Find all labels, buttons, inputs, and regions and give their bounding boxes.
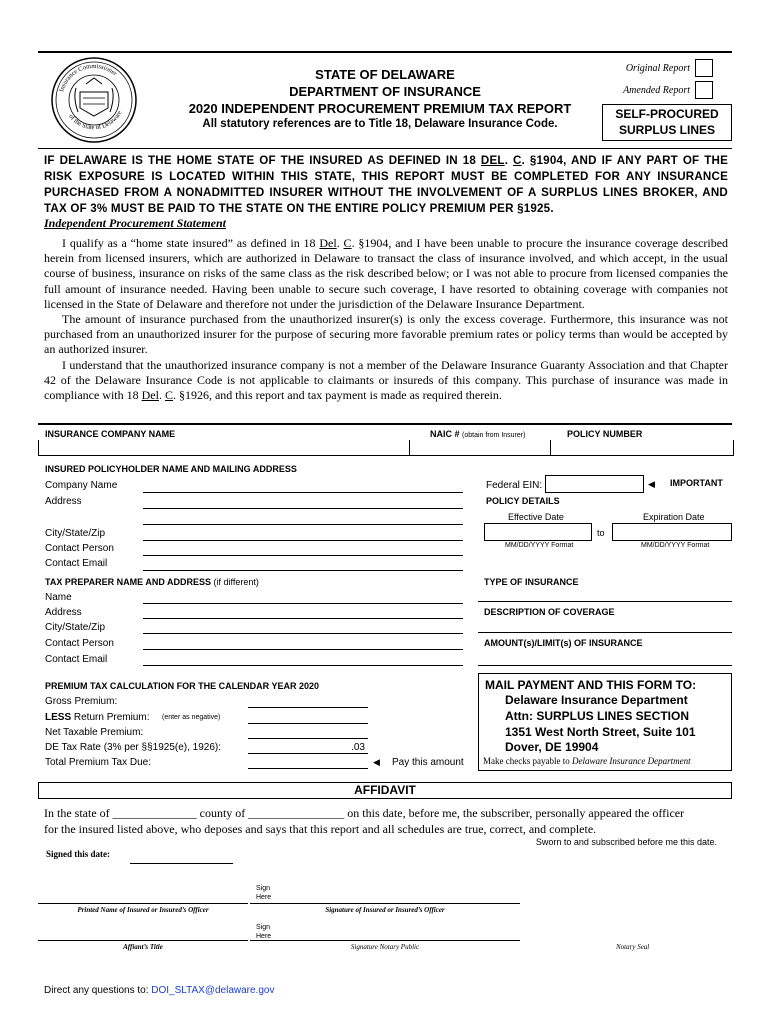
less-text: Return Premium: [71,712,150,723]
preparer-contact-input[interactable] [143,649,463,650]
insured-city-label: City/State/Zip [45,528,106,539]
pay-arrow-icon: ◀ [373,757,380,767]
warning-text [44,153,728,217]
warning-c: C [513,154,522,167]
sworn-text: Sworn to and subscribed before me this date. [535,837,717,847]
fein-label: Federal EIN: [486,480,543,491]
mail-checks-text: Make checks payable to [483,756,572,766]
amended-report-checkbox[interactable] [695,81,713,99]
insured-city-input[interactable] [143,540,463,541]
preparer-address-label: Address [45,607,82,618]
description-label: DESCRIPTION OF COVERAGE [484,607,615,617]
printed-name-label: Printed Name of Insured or Insured’s Officer [77,906,209,914]
header-title-3: 2020 INDEPENDENT PROCUREMENT PREMIUM TAX REPORT [188,101,572,116]
preparer-city-input[interactable] [143,633,463,634]
insured-address-input-2[interactable] [143,524,463,525]
report-type-line-1: SELF-PROCURED [615,107,719,121]
preparer-address-input[interactable] [143,618,463,619]
type-of-insurance-label: TYPE OF INSURANCE [484,577,579,587]
printed-name-input[interactable] [38,903,248,904]
top-rule [38,51,732,53]
preparer-heading-note: (if different) [213,577,259,587]
affiant-title-input[interactable] [38,940,248,941]
original-report-checkbox[interactable] [695,59,713,77]
insured-email-label: Contact Email [45,558,108,569]
preparer-email-label: Contact Email [45,654,108,665]
statement-p1b: . §1904, and I have been unable to procure the insurance coverage described herein from licensed insurers, which are authorized in Delaware to transact the class of insurance involved, and which accept, in the usual course of business, insurance on risks of the same class as the risk described below; or I was not able to procure from licensed companies the full amount of insurance needed. Having been unable to secure such coverage, I have resorted to obtaining coverage with companies not licensed in the State of Delaware and therefore not under the jurisdiction of the Delaware Insurance Department. [44,236,729,311]
mail-box [478,673,732,771]
preparer-name-input[interactable] [143,603,463,604]
total-tax-input[interactable] [248,768,368,769]
header-subtitle: All statutory references are to Title 18, Delaware Insurance Code. [202,118,558,130]
expiration-format-label: MM/DD/YYYY Format [641,542,710,549]
company-name-label: INSURANCE COMPANY NAME [45,429,176,439]
gross-premium-input[interactable] [248,707,368,708]
pay-this-amount-label: Pay this amount [392,757,464,768]
effective-date-input[interactable] [484,523,592,541]
sign-here-1 [256,884,271,902]
sign-here-2 [256,923,271,941]
tax-rate-value: .03 [351,742,365,753]
expiration-date-input[interactable] [612,523,732,541]
insured-address-label: Address [45,496,82,507]
important-arrow-icon: ◀ [648,479,655,489]
preparer-contact-label: Contact Person [45,638,114,649]
naic-input[interactable] [409,440,551,456]
statement-heading: Independent Procurement Statement [44,216,227,230]
seal-top-text: Insurance Commissioner [58,62,119,93]
warning-part-2: . §1904, AND IF ANY PART OF THE RISK EXPOSURE IS LOCATED WITHIN THIS STATE, THIS REPORT MUST BE COMPLETED FOR ANY INSURANCE PURCHASED FROM A NONADMITTED INSURER WITHOUT THE INVOLVEMENT OF A SURPLUS LINES BROKER, AND TAX OF 3% MUST BE PAID TO THE STATE ON THE ENTIRE POLICY PREMIUM PER §1925. [44,154,729,215]
insured-signature-input[interactable] [250,903,520,904]
insured-company-label: Company Name [45,480,118,491]
statement-p1a: I qualify as a “home state insured” as defined in 18 [62,236,320,250]
gross-premium-label: Gross Premium: [45,696,118,707]
sign-label-2: Sign [256,924,271,931]
warning-del: DEL [480,154,505,167]
important-label: IMPORTANT [670,478,723,488]
effective-format-label: MM/DD/YYYY Format [505,542,574,549]
expiration-date-label: Expiration Date [643,512,705,522]
preparer-name-label: Name [45,592,72,603]
statement-p1: I qualify as a “home state insured” as defined in 18 Del. C. §1904, and I have been unable to procure the insurance coverage described herein from licensed insurers, which are authorized in Delaware to transact the class of insurance involved, and which accept, in the usual course of business, insurance on risks of the same class as the risk described below; or I was not able to procure from licensed companies the full amount of insurance needed. Having been unable to secure such coverage, I have resorted to obtaining coverage with companies not licensed in the State of Delaware and therefore not under the jurisdiction of the Delaware Insurance Department. [44,236,729,311]
preparer-heading-text: TAX PREPARER NAME AND ADDRESS [45,577,212,587]
fein-input[interactable] [545,475,644,493]
naic-label [430,429,525,439]
mail-heading: MAIL PAYMENT AND THIS FORM TO: [485,678,697,692]
signed-date-input[interactable] [130,863,233,864]
amount-input[interactable] [478,665,732,666]
insured-company-input[interactable] [143,492,463,493]
insured-signature-label: Signature of Insured or Insured’s Officer [325,906,445,914]
mail-checks [483,756,691,766]
insured-address-input[interactable] [143,508,463,509]
seal-bottom-text: of the State of Delaware [67,109,124,132]
mail-checks-payee: Delaware Insurance Department [571,756,691,766]
footer-email-link[interactable]: DOI_SLTAX@delaware.gov [151,985,275,996]
tax-rate-line [248,753,368,754]
notary-signature-input[interactable] [250,940,520,941]
company-name-input[interactable] [38,440,410,456]
state-seal-icon [50,56,138,144]
policy-details-label: POLICY DETAILS [486,496,560,506]
preparer-email-input[interactable] [143,665,463,666]
statement-p3-c: C [164,388,173,403]
insured-email-input[interactable] [143,570,463,571]
notary-seal-label: Notary Seal [616,943,650,951]
preparer-city-label: City/State/Zip [45,622,106,633]
report-type-line-2: SURPLUS LINES [618,123,715,137]
policy-number-label: POLICY NUMBER [567,429,643,439]
to-label: to [597,528,605,538]
effective-date-label: Effective Date [508,512,564,522]
warning-part-1: IF DELAWARE IS THE HOME STATE OF THE INSURED AS DEFINED IN 18 [44,154,481,167]
amount-label: AMOUNT(s)/LIMIT(s) OF INSURANCE [484,638,643,648]
mail-line-4: Dover, DE 19904 [505,740,599,754]
footer-questions-text: Direct any questions to: [44,985,152,996]
insured-contact-label: Contact Person [45,543,114,554]
statement-p3b: . §1926, and this report and tax payment is made as required therein. [172,388,502,403]
calc-heading: PREMIUM TAX CALCULATION FOR THE CALENDAR YEAR 2020 [45,681,320,691]
less-bold: LESS [45,712,72,723]
mail-line-1: Delaware Insurance Department [505,693,688,707]
policy-number-input[interactable] [550,440,734,456]
here-label-1: Here [256,894,272,901]
warning-dot: . [504,154,513,167]
statement-p1-del: Del [319,236,337,250]
amended-report-label: Amended Report [623,85,690,96]
here-label-2: Here [256,933,272,940]
insured-heading: INSURED POLICYHOLDER NAME AND MAILING ADDRESS [45,464,297,474]
less-note: (enter as negative) [162,714,221,721]
footer-questions [44,985,274,996]
net-premium-label: Net Taxable Premium: [45,727,144,738]
less-return-label [45,712,149,723]
original-report-label: Original Report [625,63,690,74]
notary-signature-label: Signature Notary Public [350,943,420,951]
company-rule [38,423,732,425]
preparer-heading [45,577,259,587]
statement-p3: I understand that the unauthorized insurance company is not a member of the Delaware Insurance Guaranty Association and that Chapter 42 of the Delaware Insurance Code is not applicable to claimants or insureds of this company. This purchase of insurance was made in compliance with 18 Del. C. §1926, and this report and tax payment is made as required therein. [44,357,728,403]
header-title-2: DEPARTMENT OF INSURANCE [289,84,481,99]
naic-label-text: NAIC # [430,429,460,439]
insured-contact-input[interactable] [143,555,463,556]
description-input[interactable] [478,632,732,633]
statement-p2: The amount of insurance purchased from the unauthorized insurer(s) is only the excess coverage. Furthermore, this insurance was not purchased from an unauthorized insurer for the purpose of securing more favorable premium rates or policy terms than would be accepted by an authorized insurer. [44,312,728,357]
statement-p3a: I understand that the unauthorized insurance company is not a member of the Delaware Insurance Guaranty Association and that Chapter 42 of the Delaware Insurance Code is not applicable to claimants or insureds of this company. This purchase of insurance was made in compliance with 18 [44,357,728,403]
signed-this-date-label: Signed this date: [46,849,111,859]
statement-p3-del: Del [141,388,159,403]
type-of-insurance-input[interactable] [478,601,732,602]
naic-note: (obtain from Insurer) [462,432,526,439]
statement-p1-c: C [343,236,352,250]
affiant-title-label: Affiant’s Title [123,943,163,951]
affidavit-text-2: for the insured listed above, who deposes and says that this report and all schedules are true, correct, and complete. [44,822,597,836]
return-premium-input[interactable] [248,723,368,724]
tax-rate-label: DE Tax Rate (3% per §§1925(e), 1926): [45,742,222,753]
net-premium-input[interactable] [248,738,368,739]
affidavit-heading: AFFIDAVIT [38,782,732,799]
sign-label-1: Sign [256,885,271,892]
mail-line-3: 1351 West North Street, Suite 101 [505,725,696,739]
total-tax-label: Total Premium Tax Due: [45,757,151,768]
affidavit-text-1: In the state of ______________ county of ________________ on this date, before me, the subscriber, personally appeared the officer [44,806,685,820]
report-type-box [602,104,732,141]
statement-body [44,236,728,403]
header-title-1: STATE OF DELAWARE [315,67,455,82]
mail-line-2: Attn: SURPLUS LINES SECTION [505,709,690,723]
header-rule [38,148,732,149]
